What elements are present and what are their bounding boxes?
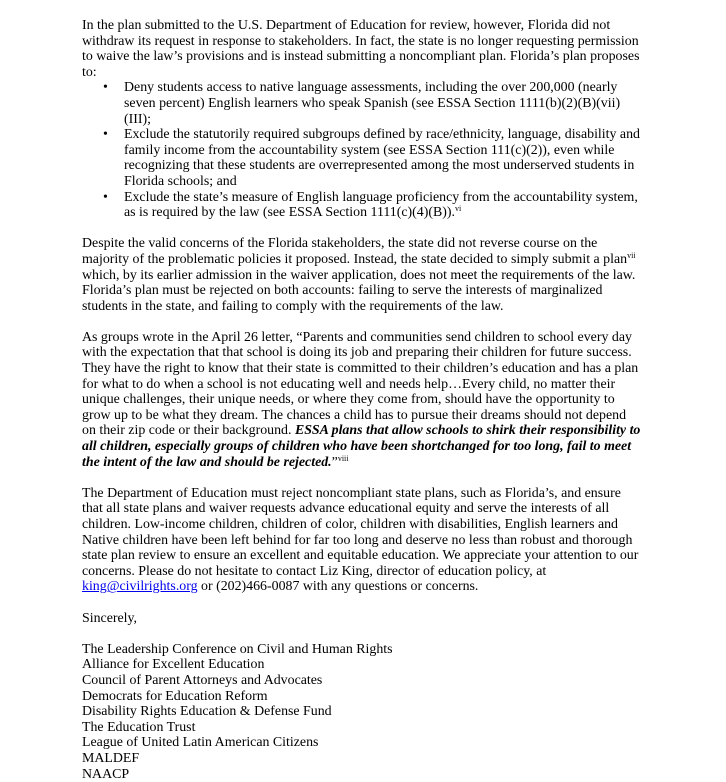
bullet-text: Deny students access to native language assessments, including the over 200,000 (nearly seven percent) English learners who speak Spanish (see ESSA Section 1111(b)(2)(B)(vii)(III); (124, 80, 620, 126)
paragraph-text: which, by its earlier admission in the waiver application, does not meet the requirements of the law. Florida’s plan must be rejected on both accounts: failing to serve the interests of marginalized students in the state, and failing to comply with the requirements of the law. (82, 268, 635, 314)
quote-text: As groups wrote in the April 26 letter, “Parents and communities send children to school every day with the expectation that that school is doing its job and preparing their children for future success. They have the right to know that their state is committed to their children’s education and has a plan for what to do when a school is not educating well and needs help…Every child, no matter their unique challenges, their unique needs, or where they come from, should have the opportunity to grow up to be what they dream. The chances a child has to pursue their dreams should not depend on their zip code or their background. (82, 330, 638, 439)
signatory-list (82, 642, 642, 782)
paragraph-april-letter (82, 330, 642, 470)
paragraph-text: The Department of Education must reject noncompliant state plans, such as Florida’s, and ensure that all state plans and waiver requests advance educational equity and serve the interests of all children. Low-income children, children of color, children with disabilities, English learners and Native children have been left behind for far too long and deserve no less than robust and thorough state plan review to ensure an excellent and equitable education. We appreciate your attention to our concerns. Please do not hesitate to contact Liz King, director of education policy, at (82, 486, 638, 579)
emphasis-text: ESSA plans that allow schools to shirk their responsibility to all children, especially groups of children who have been shortchanged for too long, fail to meet the intent of the law and should be rejected. (82, 423, 640, 469)
closing-salutation: Sincerely, (82, 611, 642, 627)
signatory-org: The Education Trust (82, 720, 642, 736)
close-quote: ” (332, 455, 338, 470)
signatory-org: League of United Latin American Citizens (82, 735, 642, 751)
signatory-org: The Leadership Conference on Civil and Human Rights (82, 642, 642, 658)
proposal-bullet-list (82, 80, 642, 220)
bullet-text: Exclude the statutorily required subgroups defined by race/ethnicity, language, disability and family income from the accountability system (see ESSA Section 111(c)(2)), even while recognizing that these students are overrepresented among the most underserved students in Florida schools; and (124, 127, 640, 189)
signatory-org: Council of Parent Attorneys and Advocates (82, 673, 642, 689)
signatory-org: Disability Rights Education & Defense Fund (82, 704, 642, 720)
signatory-org: Democrats for Education Reform (82, 689, 642, 705)
bullet-icon: • (103, 190, 108, 206)
endnote-marker: viii (338, 454, 349, 463)
bullet-item (82, 80, 642, 127)
paragraph-florida-plan: In the plan submitted to the U.S. Department of Education for review, however, Florida did not withdraw its request in response to stakeholders. In fact, the state is no longer requesting permission to waive the law’s provisions and is instead submitting a noncompliant plan. Florida’s plan proposes to: (82, 18, 642, 80)
signatory-org: Alliance for Excellent Education (82, 657, 642, 673)
paragraph-text: or (202)466-0087 with any questions or concerns. (198, 579, 479, 594)
bullet-item (82, 127, 642, 189)
paragraph-conclusion (82, 486, 642, 595)
endnote-marker: vii (627, 251, 635, 260)
letter-page (82, 18, 642, 782)
endnote-marker: vi (455, 204, 461, 213)
bullet-icon: • (103, 127, 108, 143)
bullet-item (82, 190, 642, 221)
paragraph-stakeholders (82, 236, 642, 314)
signatory-org: NAACP (82, 767, 642, 782)
bullet-text: Exclude the state’s measure of English language proficiency from the accountability system, as is required by the law (see ESSA Section 1111(c)(4)(B)). (124, 190, 638, 221)
paragraph-text: Despite the valid concerns of the Florida stakeholders, the state did not reverse course on the majority of the problematic policies it proposed. Instead, the state decided to simply submit a plan (82, 236, 627, 267)
email-link[interactable]: king@civilrights.org (82, 579, 198, 594)
bullet-icon: • (103, 80, 108, 96)
signatory-org: MALDEF (82, 751, 642, 767)
